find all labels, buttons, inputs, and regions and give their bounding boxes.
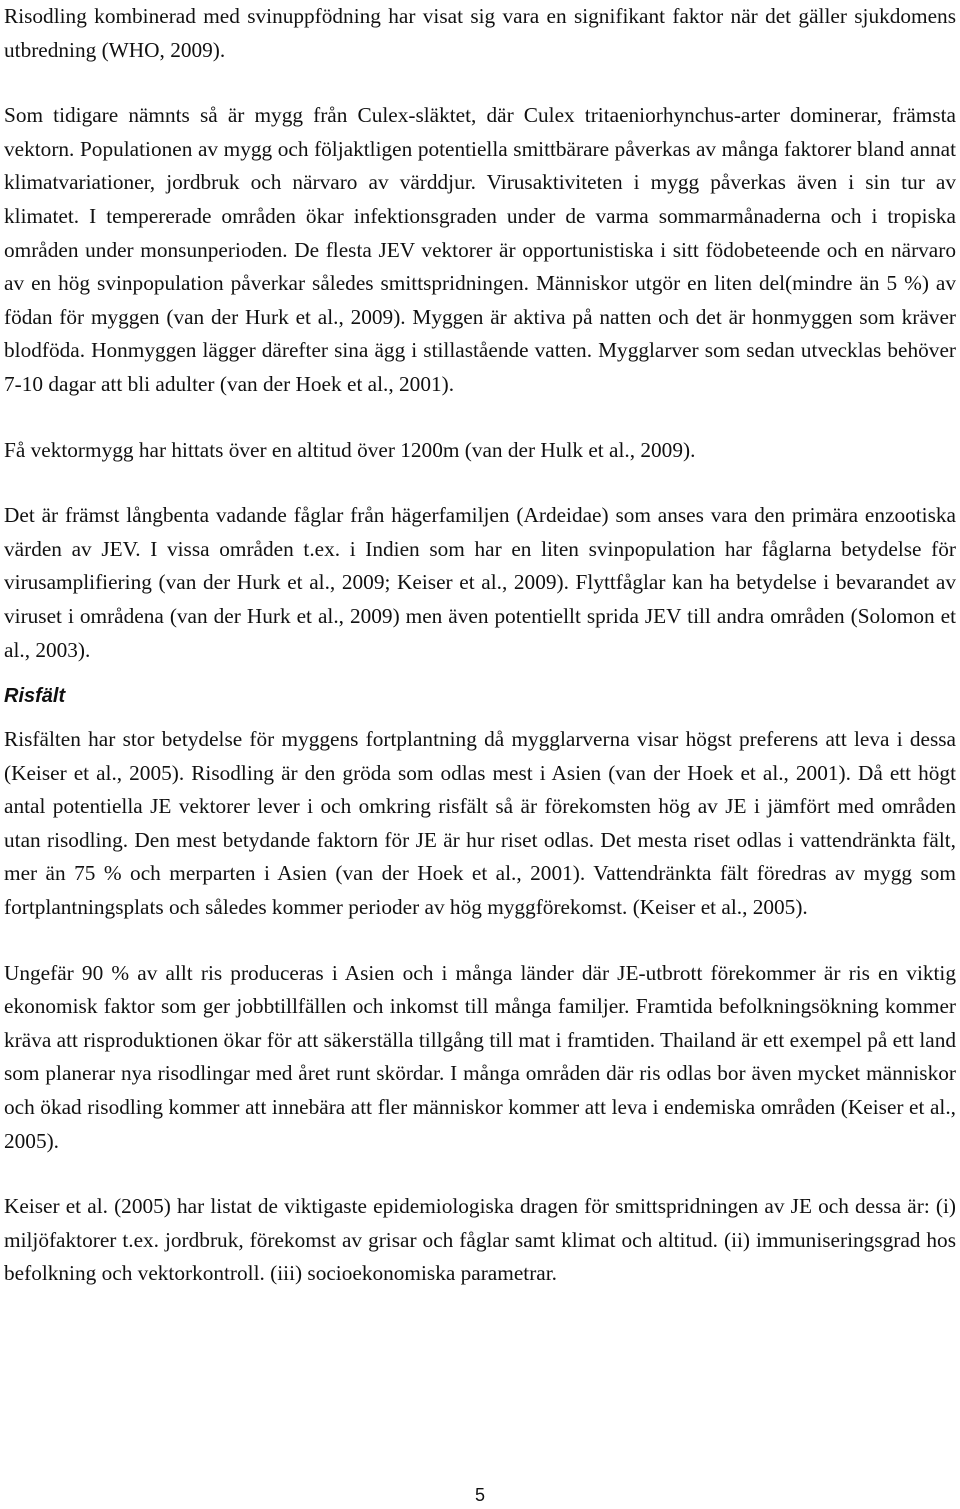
section-heading-risfalt: Risfält — [4, 685, 66, 708]
paragraph-gap — [4, 402, 956, 434]
paragraph-epidemiological-factors: Keiser et al. (2005) har listat de viktigaste epidemiologiska dragen för smittspridningen av JE och dessa är: (i) miljöfaktorer t.ex. jordbruk, förekomst av grisar och fåglar samt klimat och altitud. (ii) immuniseringsgrad hos befolkning och vektorkontroll. (iii) socioekonomiska parametrar. — [4, 1194, 956, 1286]
document-page — [4, 0, 956, 1291]
paragraph-wading-birds: Det är främst långbenta vadande fåglar från hägerfamiljen (Ardeidae) som anses vara den primära enzootiska värden av JEV. I vissa områden t.ex. i Indien som har en liten svinpopulation har fåglarna betydelse för virusamplifiering (van der Hurk et al., 2009; Keiser et al., 2009). Flyttfåglar kan ha betydelse i bevarandet av viruset i områdena (van der Hurk et al., 2009) men även potentiellt sprida JEV till andra områden (Solomon et al., 2003). — [4, 503, 956, 662]
paragraph-gap — [4, 67, 956, 99]
paragraph-rice-pig-farming: Risodling kombinerad med svinuppfödning har visat sig vara en signifikant faktor när det gäller sjukdomens utbredning (WHO, 2009). — [4, 4, 956, 62]
paragraph-altitude: Få vektormygg har hittats över en altitud över 1200m (van der Hulk et al., 2009). — [4, 437, 696, 462]
paragraph-rice-fields: Risfälten har stor betydelse för myggens fortplantning då mygglarverna visar högst preferens att leva i dessa (Keiser et al., 2005). Risodling är den gröda som odlas mest i Asien (van der Hoek et al., 2001). Då ett högt antal potentiella JE vektorer lever i och omkring risfält så är förekomsten hög av JE i jämfört med områden utan risodling. Den mest betydande faktorn för JE är hur riset odlas. Det mesta riset odlas i vattendränkta fält, mer än 75 % och merparten i Asien (van der Hoek et al., 2001). Vattendränkta fält föredras av mygg som fortplantningsplats och således kommer perioder av hög myggförekomst. (Keiser et al., 2005). — [4, 727, 956, 920]
paragraph-gap — [4, 1158, 956, 1190]
page-number: 5 — [474, 1485, 485, 1505]
paragraph-culex-vectors: Som tidigare nämnts så är mygg från Culex-släktet, där Culex tritaeniorhynchus-arter dominerar, främsta vektorn. Populationen av mygg och följaktligen potentiella smittbärare påverkas av många faktorer bland annat klimatvariationer, jordbruk och närvaro av värddjur. Virusaktiviteten i mygg påverkas även i sin tur av klimatet. I tempererade områden ökar infektionsgraden under de varma sommarmånaderna och i tropiska områden under monsunperioden. De flesta JEV vektorer är opportunistiska i sitt födobeteende och en närvaro av en hög svinpopulation påverkar således smittspridningen. Människor utgör en liten del(mindre än 5 %) av födan för myggen (van der Hurk et al., 2009). Myggen är aktiva på natten och det är honmyggen som kräver blodföda. Honmyggen lägger därefter sina ägg i stillastående vatten. Mygglarver som sedan utvecklas behöver 7-10 dagar att bli adulter (van der Hoek et al., 2001). — [4, 103, 956, 396]
paragraph-rice-production: Ungefär 90 % av allt ris produceras i Asien och i många länder där JE-utbrott förekommer är ris en viktig ekonomisk faktor som ger jobbtillfällen och inkomst till många familjer. Framtida befolkningsökning kommer kräva att risproduktionen ökar för att säkerställa tillgång till mat i framtiden. Thailand är ett exempel på ett land som planerar nya risodlingar med året runt skördar. I många områden där ris odlas bor även mycket människor och ökad risodling kommer att innebära att fler människor kommer att leva i endemiska områden (Keiser et al., 2005). — [4, 960, 956, 1153]
paragraph-gap — [4, 467, 956, 499]
paragraph-gap — [4, 925, 956, 957]
